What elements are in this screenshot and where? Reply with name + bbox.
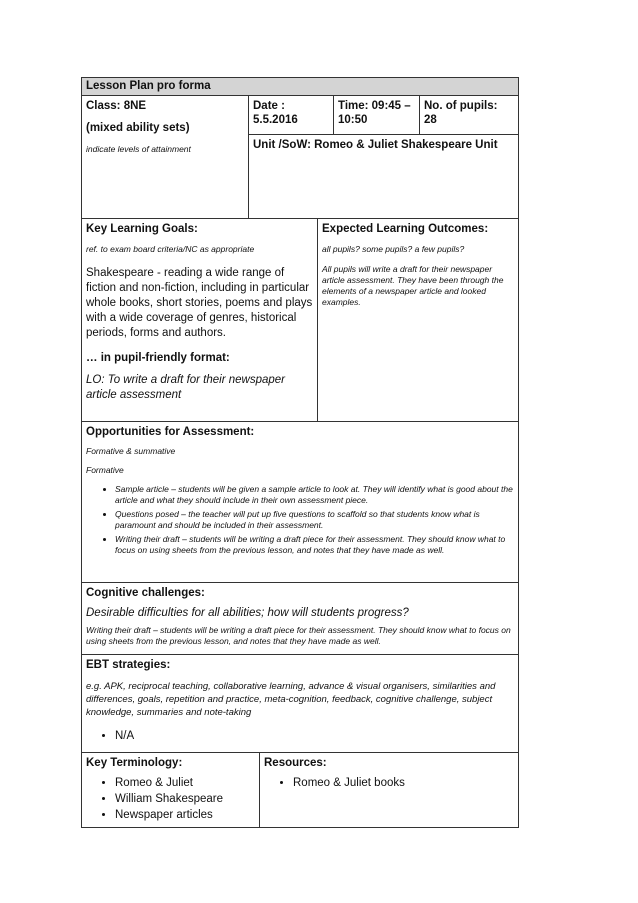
- assessment-list: [86, 484, 514, 556]
- form-title: Lesson Plan pro forma: [82, 78, 518, 95]
- ebt-heading: EBT strategies:: [86, 659, 171, 671]
- unit-sow: Unit /SoW: Romeo & Juliet Shakespeare Unit: [253, 139, 498, 151]
- goals-cell: [82, 219, 317, 421]
- outcomes-cell: [317, 219, 518, 421]
- list-item: • Writing their draft – students will be writing a draft piece for their assessment. They should know what to focus on using sheets from the previous lesson, and notes that they have made as well.: [115, 534, 514, 556]
- terminology-cell: [82, 753, 259, 827]
- goals-outcomes-row: [82, 218, 518, 421]
- friendly-heading: … in pupil-friendly format:: [86, 352, 230, 364]
- outcomes-sub: all pupils? some pupils? a few pupils?: [322, 244, 465, 254]
- pupils-value: 28: [424, 114, 437, 126]
- details-cell: [248, 96, 518, 218]
- time-cell: [333, 96, 419, 134]
- list-item: • Questions posed – the teacher will put up five questions to scaffold so that students know what is paramount and should be included in their assessment.: [115, 509, 514, 531]
- time-label: Time: 09:45 –: [338, 100, 411, 112]
- date-cell: [249, 96, 333, 134]
- ebt-text: e.g. APK, reciprocal teaching, collaborative learning, advance & visual organisers, similarities and differences, goals, repetition and practice, meta-cognition, feedback, cognitive challenge, subject knowledge, summaries and note-taking: [86, 681, 496, 718]
- ebt-cell: [82, 655, 518, 752]
- class-sets: (mixed ability sets): [86, 122, 190, 134]
- assessment-cell: [82, 422, 518, 582]
- list-item: • Newspaper articles: [115, 808, 255, 823]
- class-cell: [82, 96, 248, 218]
- date-time-pupils: [249, 96, 518, 135]
- pupils-cell: [419, 96, 518, 134]
- attainment-note: indicate levels of attainment: [86, 144, 191, 154]
- goals-heading: Key Learning Goals:: [86, 223, 198, 235]
- assessment-row: [82, 421, 518, 582]
- time-value: 10:50: [338, 114, 368, 126]
- terminology-heading: Key Terminology:: [86, 757, 183, 769]
- list-item: • Romeo & Juliet: [115, 776, 255, 791]
- cognitive-question: Desirable difficulties for all abilities; how will students progress?: [86, 607, 409, 619]
- resources-list: [264, 776, 514, 791]
- ebt-list: [86, 729, 514, 744]
- cognitive-heading: Cognitive challenges:: [86, 587, 205, 599]
- cognitive-cell: [82, 583, 518, 654]
- goals-text: Shakespeare - reading a wide range of fiction and non-fiction, including in particular whole books, short stories, poems and plays with a wide coverage of genres, historical periods, forms and authors.: [86, 267, 313, 339]
- list-item: • N/A: [115, 729, 514, 744]
- goals-ref: ref. to exam board criteria/NC as appropriate: [86, 244, 255, 254]
- outcomes-text: All pupils will write a draft for their newspaper article assessment. They have been through the elements of a newspaper article and looked examples.: [322, 264, 504, 307]
- terminology-resources-row: [82, 752, 518, 827]
- ebt-row: [82, 654, 518, 752]
- lesson-plan-form: [81, 77, 519, 828]
- resources-cell: [259, 753, 518, 827]
- header-row: [82, 95, 518, 218]
- cognitive-text: Writing their draft – students will be writing a draft piece for their assessment. They should know what to focus on using sheets from the previous lesson, and notes that they have made as well.: [86, 625, 511, 646]
- list-item: • William Shakespeare: [115, 792, 255, 807]
- list-item: • Romeo & Juliet books: [293, 776, 514, 791]
- terminology-list: [86, 776, 255, 823]
- list-item: • Sample article – students will be given a sample article to look at. They will identify what is good about the article and what they should include in their own assessment piece.: [115, 484, 514, 506]
- class-label: Class: 8NE: [86, 100, 147, 112]
- assessment-sub2: Formative: [86, 465, 124, 475]
- date-label: Date :: [253, 100, 285, 112]
- assessment-sub1: Formative & summative: [86, 446, 176, 456]
- resources-heading: Resources:: [264, 757, 327, 769]
- learning-objective: LO: To write a draft for their newspaper article assessment: [86, 374, 286, 401]
- date-value: 5.5.2016: [253, 114, 298, 126]
- cognitive-row: [82, 582, 518, 654]
- pupils-label: No. of pupils:: [424, 100, 498, 112]
- outcomes-heading: Expected Learning Outcomes:: [322, 223, 489, 235]
- assessment-heading: Opportunities for Assessment:: [86, 426, 255, 438]
